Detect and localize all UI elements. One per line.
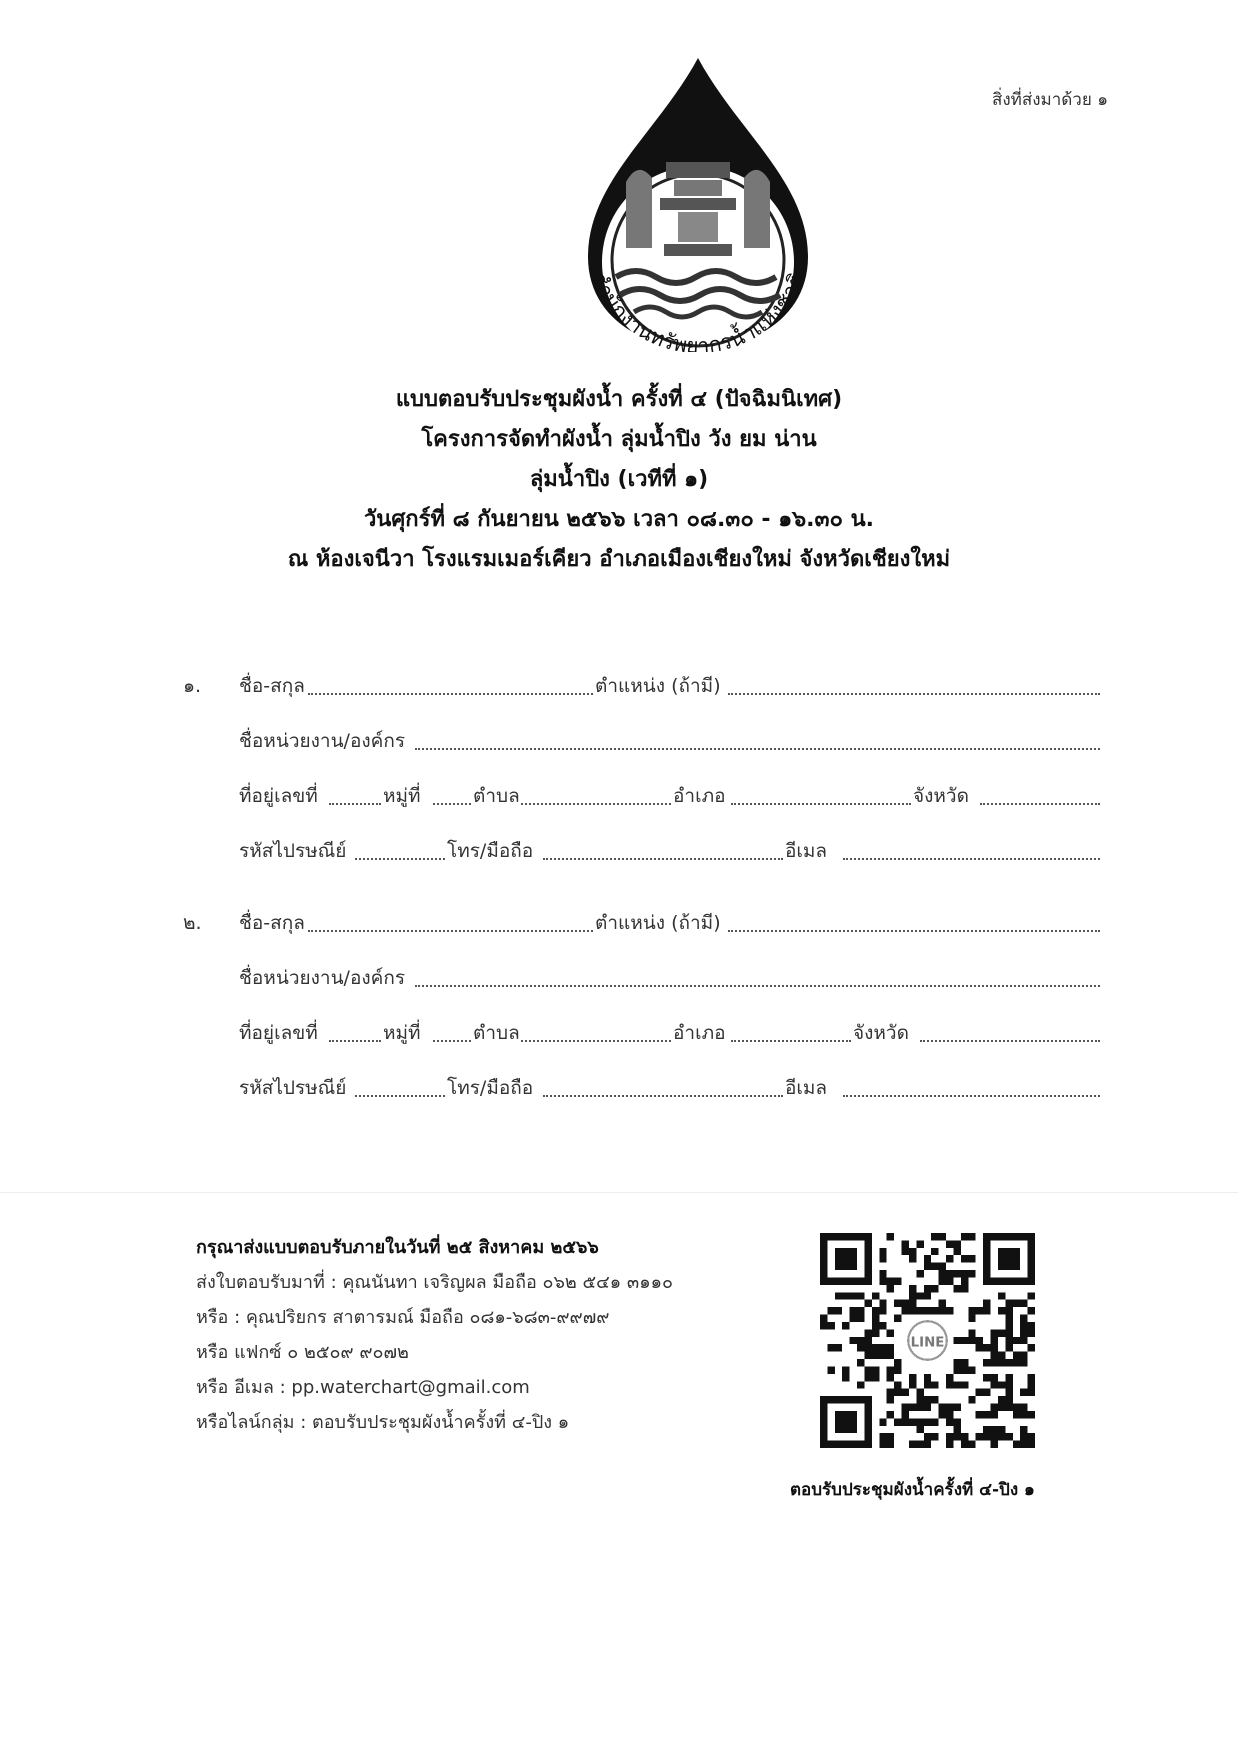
- deadline-note: กรุณาส่งแบบตอบรับภายในวันที่ ๒๕ สิงหาคม ๒๕๖๖: [196, 1237, 599, 1258]
- logo-caption: สำนักงานทรัพยากรน้ำแห่งชาติ: [586, 268, 809, 352]
- email-field[interactable]: [843, 836, 1100, 860]
- org-field[interactable]: [415, 963, 1100, 987]
- entry-number: ๑.: [183, 675, 202, 697]
- province-field[interactable]: [980, 781, 1100, 805]
- moo-field[interactable]: [433, 781, 471, 805]
- address-field[interactable]: [329, 1018, 381, 1042]
- tambon-field[interactable]: [521, 781, 671, 805]
- qr-caption: ตอบรับประชุมผังน้ำครั้งที่ ๔-ปิง ๑: [790, 1480, 1035, 1500]
- alt-contact: หรือ : คุณปริยกร สาตารมณ์ มือถือ ๐๘๑-๖๘๓-๙๙๗๙: [196, 1307, 610, 1328]
- position-label: ตำแหน่ง (ถ้ามี): [595, 912, 721, 934]
- position-field[interactable]: [728, 908, 1100, 932]
- moo-field[interactable]: [433, 1018, 471, 1042]
- onwr-logo-icon: [548, 52, 848, 352]
- registration-entry: [183, 900, 1103, 1120]
- line-group-contact: หรือไลน์กลุ่ม : ตอบรับประชุมผังน้ำครั้งที่ ๔-ปิง ๑: [196, 1412, 570, 1433]
- enclosure-note: สิ่งที่ส่งมาด้วย ๑: [991, 90, 1108, 110]
- phone-field[interactable]: [543, 1073, 783, 1097]
- name-label: ชื่อ-สกุล: [239, 912, 305, 934]
- moo-label: หมู่ที่: [383, 1022, 421, 1044]
- fax-contact: หรือ แฟกซ์ ๐ ๒๕๐๙ ๙๐๗๒: [196, 1342, 409, 1363]
- phone-label: โทร/มือถือ: [447, 1077, 534, 1099]
- phone-field[interactable]: [543, 836, 783, 860]
- province-label: จังหวัด: [913, 785, 969, 807]
- address-label: ที่อยู่เลขที่: [239, 1022, 318, 1044]
- position-field[interactable]: [728, 671, 1100, 695]
- moo-label: หมู่ที่: [383, 785, 421, 807]
- send-to-contact: ส่งใบตอบรับมาที่ : คุณนันทา เจริญผล มือถือ ๐๖๒ ๕๔๑ ๓๑๑๐: [196, 1272, 674, 1293]
- email-label: อีเมล: [785, 1077, 828, 1099]
- heading-datetime: วันศุกร์ที่ ๘ กันยายน ๒๕๖๖ เวลา ๐๘.๓๐ - ๑๖.๓๐ น.: [363, 507, 875, 532]
- line-logo-icon: LINE: [910, 1335, 945, 1351]
- amphoe-label: อำเภอ: [673, 785, 726, 807]
- org-label: ชื่อหน่วยงาน/องค์กร: [239, 730, 406, 752]
- postcode-label: รหัสไปรษณีย์: [239, 1077, 347, 1099]
- tambon-label: ตำบล: [473, 1022, 520, 1044]
- document-heading: [0, 380, 1238, 580]
- heading-title: แบบตอบรับประชุมผังน้ำ ครั้งที่ ๔ (ปัจฉิมนิเทศ): [395, 387, 843, 412]
- position-label: ตำแหน่ง (ถ้ามี): [595, 675, 721, 697]
- email-field[interactable]: [843, 1073, 1100, 1097]
- name-field[interactable]: [308, 908, 593, 932]
- postcode-field[interactable]: [355, 836, 445, 860]
- name-label: ชื่อ-สกุล: [239, 675, 305, 697]
- heading-venue: ณ ห้องเจนีวา โรงแรมเมอร์เคียว อำเภอเมืองเชียงใหม่ จังหวัดเชียงใหม่: [287, 547, 951, 572]
- amphoe-field[interactable]: [731, 781, 911, 805]
- line-qr-code[interactable]: [820, 1233, 1035, 1448]
- tambon-label: ตำบล: [473, 785, 520, 807]
- entry-number: ๒.: [183, 912, 202, 934]
- contact-info: [196, 1230, 673, 1440]
- address-field[interactable]: [329, 781, 381, 805]
- address-label: ที่อยู่เลขที่: [239, 785, 318, 807]
- email-contact[interactable]: หรือ อีเมล : pp.waterchart@gmail.com: [196, 1377, 530, 1398]
- org-label: ชื่อหน่วยงาน/องค์กร: [239, 967, 406, 989]
- province-label: จังหวัด: [853, 1022, 909, 1044]
- fold-line: [0, 1192, 1238, 1193]
- registration-entry: [183, 663, 1103, 883]
- amphoe-label: อำเภอ: [673, 1022, 726, 1044]
- email-label: อีเมล: [785, 840, 828, 862]
- postcode-field[interactable]: [355, 1073, 445, 1097]
- tambon-field[interactable]: [521, 1018, 671, 1042]
- province-field[interactable]: [920, 1018, 1100, 1042]
- name-field[interactable]: [308, 671, 593, 695]
- org-field[interactable]: [415, 726, 1100, 750]
- heading-project: โครงการจัดทำผังน้ำ ลุ่มน้ำปิง วัง ยม น่าน: [421, 427, 817, 452]
- phone-label: โทร/มือถือ: [447, 840, 534, 862]
- amphoe-field[interactable]: [731, 1018, 851, 1042]
- postcode-label: รหัสไปรษณีย์: [239, 840, 347, 862]
- heading-basin: ลุ่มน้ำปิง (เวทีที่ ๑): [529, 467, 709, 492]
